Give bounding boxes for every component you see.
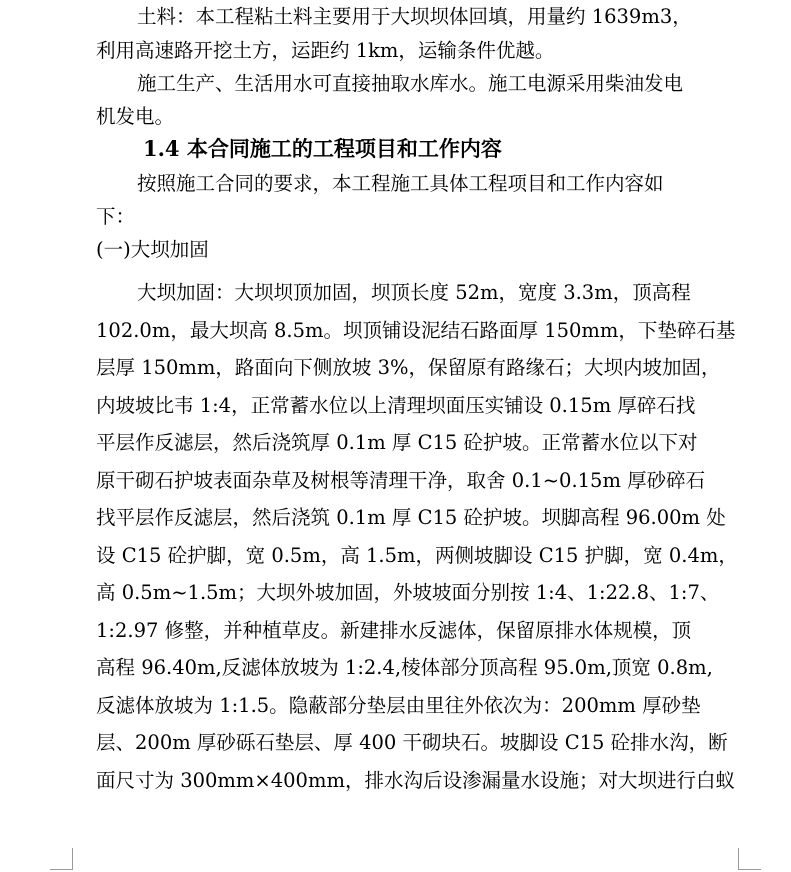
paragraph-line: 土料：本工程粘土料主要用于大坝坝体回填，用量约 1639m3， (137, 5, 692, 28)
body-line: 原干砌石护坡表面杂草及树根等清理干净，取舍 0.1~0.15m 厚砂碎石 (96, 469, 706, 492)
crop-mark-right-vertical (738, 848, 739, 870)
crop-mark-right-horizontal (739, 869, 761, 870)
paragraph-line: 施工生产、生活用水可直接抽取水库水。施工电源采用柴油发电 (137, 72, 684, 95)
subheading: (一)大坝加固 (96, 238, 209, 261)
body-line: 面尺寸为 300mm×400mm，排水沟后设渗漏量水设施；对大坝进行白蚁 (96, 769, 735, 792)
crop-mark-left-vertical (72, 848, 73, 870)
body-line: 平层作反滤层，然后浇筑厚 0.1m 厚 C15 砼护坡。正常蓄水位以下对 (96, 431, 698, 454)
paragraph-line: 机发电。 (96, 105, 175, 128)
body-line: 层厚 150mm，路面向下侧放坡 3%，保留原有路缘石；大坝内坡加固， (96, 356, 721, 379)
body-line: 设 C15 砼护脚，宽 0.5m，高 1.5m，两侧坡脚设 C15 护脚，宽 0.4m， (96, 544, 738, 567)
crop-mark-left-horizontal (50, 869, 72, 870)
section-heading: 1.4 本合同施工的工程项目和工作内容 (143, 136, 502, 161)
paragraph-line: 利用高速路开挖土方，运距约 1km，运输条件优越。 (96, 39, 555, 62)
intro-line: 下： (96, 205, 136, 228)
body-line: 高 0.5m~1.5m；大坝外坡加固，外坡坡面分别按 1:4、1:22.8、1:7、 (96, 581, 720, 604)
body-line: 102.0m，最大坝高 8.5m。坝顶铺设泥结石路面厚 150mm，下垫碎石基 (96, 319, 736, 342)
intro-line: 按照施工合同的要求，本工程施工具体工程项目和工作内容如 (137, 172, 664, 195)
body-line: 1:2.97 修整，并种植草皮。新建排水反滤体，保留原排水体规模，顶 (96, 619, 692, 642)
body-line: 找平层作反滤层，然后浇筑 0.1m 厚 C15 砼护坡。坝脚高程 96.00m 处 (96, 506, 726, 529)
body-line: 大坝加固：大坝坝顶加固，坝顶长度 52m，宽度 3.3m，顶高程 (137, 281, 691, 304)
body-line: 反滤体放坡为 1:1.5。隐蔽部分垫层由里往外依次为：200mm 厚砂垫 (96, 694, 701, 717)
body-line: 内坡坡比韦 1:4，正常蓄水位以上清理坝面压实铺设 0.15m 厚碎石找 (96, 394, 696, 417)
body-line: 层、200m 厚砂砾石垫层、厚 400 干砌块石。坡脚设 C15 砼排水沟，断 (96, 731, 728, 754)
body-line: 高程 96.40m,反滤体放坡为 1:2.4,棱体部分顶高程 95.0m,顶宽 0.8m, (96, 656, 713, 679)
